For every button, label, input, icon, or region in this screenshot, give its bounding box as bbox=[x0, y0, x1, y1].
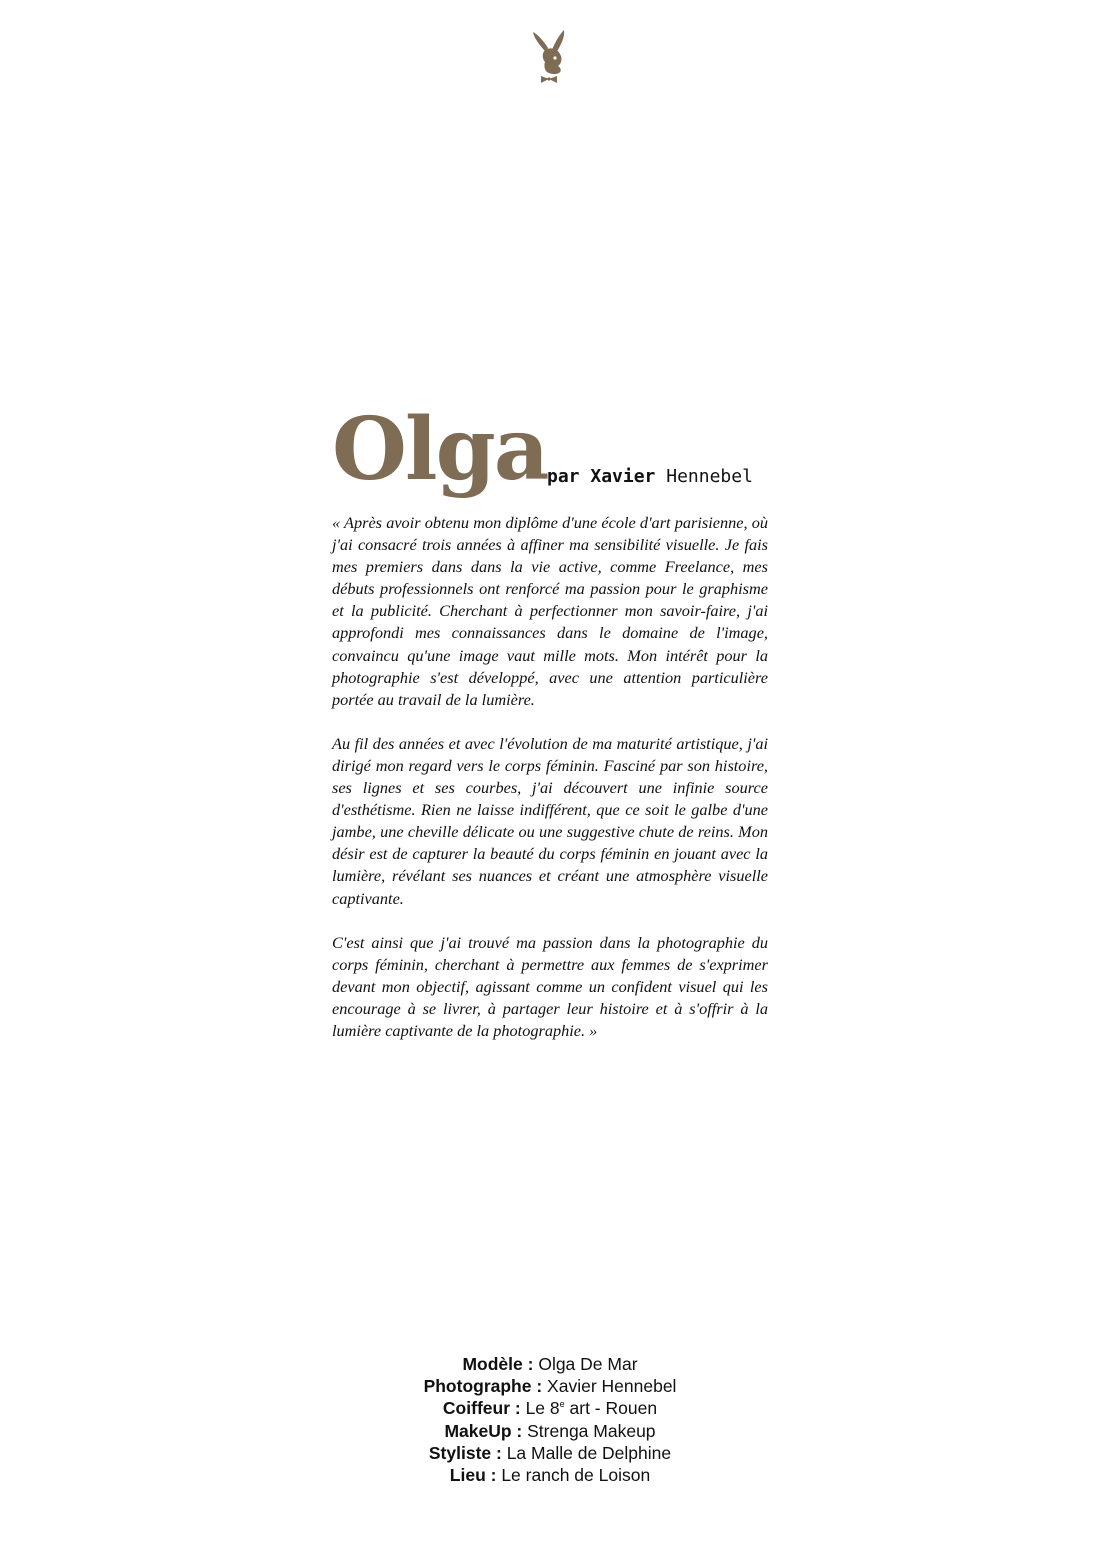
credit-label: Modèle : bbox=[462, 1354, 534, 1374]
credit-value: Olga De Mar bbox=[538, 1354, 638, 1374]
byline-prefix: par bbox=[547, 466, 580, 487]
credit-value-sup: e bbox=[559, 1399, 565, 1410]
article-body bbox=[332, 512, 768, 1064]
credit-label: MakeUp : bbox=[444, 1420, 523, 1441]
credit-label: Lieu : bbox=[449, 1465, 497, 1486]
credit-label: Coiffeur : bbox=[442, 1398, 521, 1419]
byline-first-name: Xavier bbox=[590, 466, 656, 487]
credit-label: Photographe : bbox=[423, 1376, 543, 1397]
credit-hair bbox=[300, 1397, 800, 1419]
article-byline bbox=[547, 466, 753, 488]
credit-location bbox=[300, 1464, 800, 1486]
body-paragraph: C'est ainsi que j'ai trouvé ma passion dans la photographie du corps féminin, cherchant à permettre aux femmes de s'exprimer devant mon objectif, agissant comme un confident visuel qui les encourage à se livrer, à partager leur histoire et à s'offrir à la lumière captivante de la photographie. » bbox=[332, 932, 768, 1040]
credit-value bbox=[526, 1398, 657, 1418]
credits-block bbox=[300, 1353, 800, 1486]
credit-value: Xavier Hennebel bbox=[547, 1376, 677, 1397]
credit-stylist bbox=[300, 1442, 800, 1464]
credit-model bbox=[300, 1353, 800, 1375]
credit-value: Strenga Makeup bbox=[527, 1420, 656, 1441]
rabbit-head-icon bbox=[528, 28, 572, 86]
credit-makeup bbox=[300, 1420, 800, 1442]
body-paragraph: « Après avoir obtenu mon diplôme d'une école d'art parisienne, où j'ai consacré trois années à affiner ma sensibilité visuelle. Je fais mes premiers dans dans la vie active, comme Freelance, mes débuts professionnels ont renforcé ma passion pour le graphisme et la publicité. Cherchant à perfectionner mon savoir-faire, j'ai approfondi mes connaissances dans le domaine de l'image, convaincu qu'une image vaut mille mots. Mon intérêt pour la photographie s'est développé, avec une attention particulière portée au travail de la lumière. bbox=[332, 513, 768, 709]
credit-value-pre: Le 8 bbox=[525, 1398, 560, 1419]
credit-photographer bbox=[300, 1375, 800, 1397]
credit-value-post: art - Rouen bbox=[564, 1398, 658, 1419]
body-paragraph: Au fil des années et avec l'évolution de ma maturité artistique, j'ai dirigé mon regard vers le corps féminin. Fasciné par son histoire, ses lignes et ses courbes, j'ai découvert une infinie source d'esthétisme. Rien ne laisse indifférent, que ce soit le galbe d'une jambe, une cheville délicate ou une suggestive chute de reins. Mon désir est de capturer la beauté du corps féminin en jouant avec la lumière, révélant ses nuances et créant une atmosphère visuelle captivante. bbox=[332, 733, 768, 908]
credit-label: Styliste : bbox=[428, 1442, 502, 1463]
credit-value: Le ranch de Loison bbox=[501, 1465, 651, 1486]
credit-value: La Malle de Delphine bbox=[506, 1442, 672, 1463]
byline-last-name: Hennebel bbox=[666, 466, 753, 487]
article-title: Olga bbox=[332, 399, 548, 500]
article-header bbox=[332, 400, 772, 510]
